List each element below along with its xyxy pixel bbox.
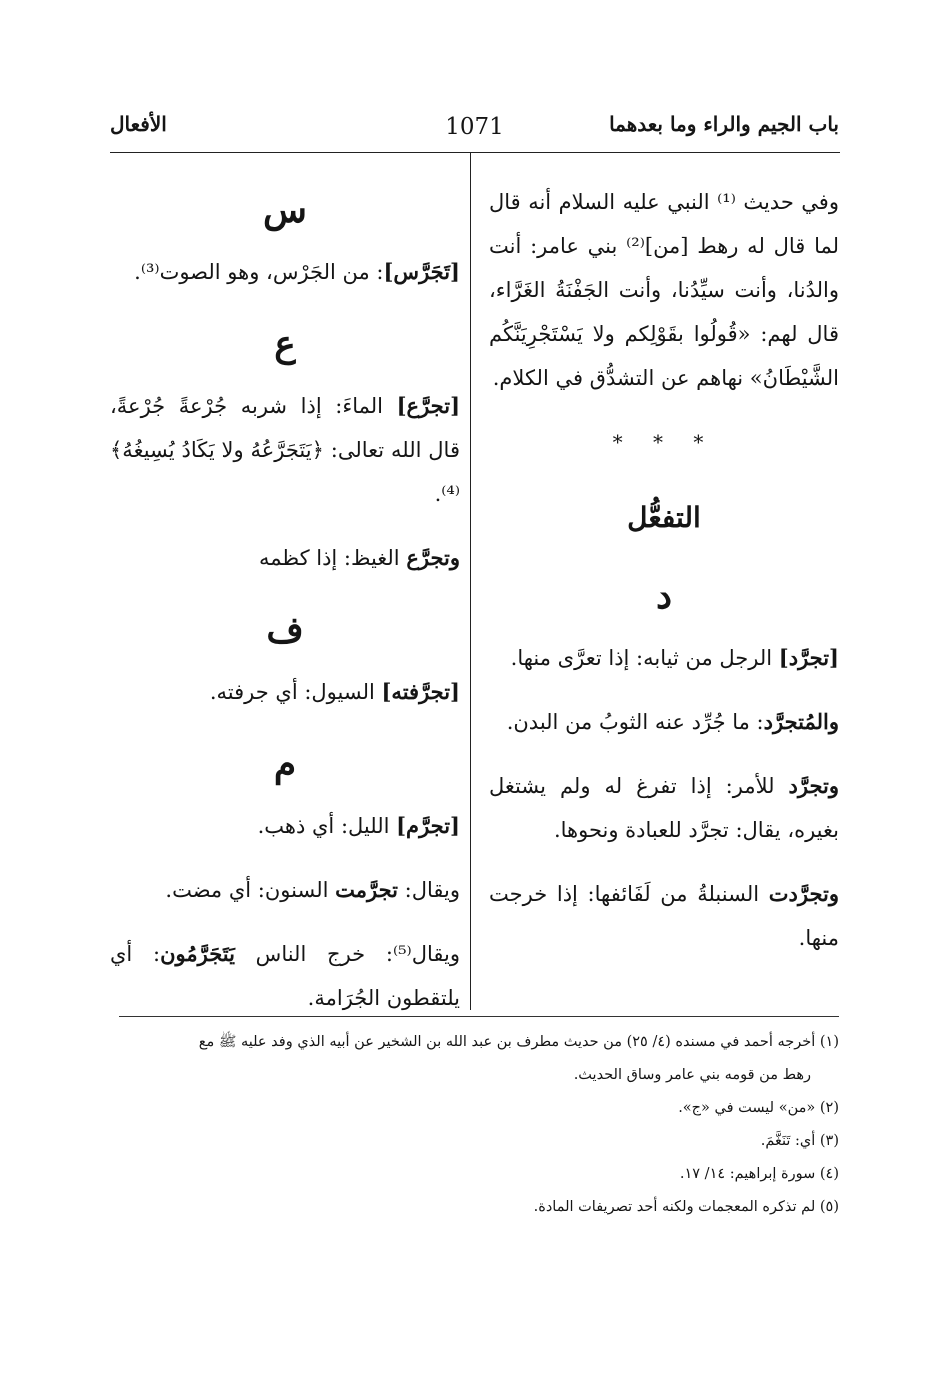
entry-keyword: [تجرَّد] [778, 645, 839, 670]
entry-definition: للأمر: إذا تفرغ له ولم يشتغل بغيره، يقال: تجرَّد للعبادة ونحوها. [489, 774, 839, 842]
entry-tajarraa-ghayz [110, 536, 460, 580]
entry-definition: الرجل من ثيابه: إذا تعرَّى منها. [510, 646, 779, 670]
entry-definition: الغيظ: إذا كظمه [258, 546, 407, 570]
entry-keyword: [تجرَّم] [396, 813, 460, 838]
entry-definition: الليل: أي ذهب. [257, 814, 397, 838]
footnotes [109, 1026, 839, 1224]
entry-keyword: [تَجَرَّس] [383, 259, 460, 284]
entry-definition: : أي يلتقطون الجُرَامة. [110, 942, 460, 1010]
entry-keyword: [تجرَّفته] [381, 679, 460, 704]
letter-heading-mim: م [273, 743, 297, 785]
entry-definition: : ما جُرِّد عنه الثوبُ من البدن. [506, 710, 764, 734]
left-column [110, 180, 460, 1040]
entry-keyword: تجرَّمت [335, 877, 398, 902]
entry-keyword: [تجرَّع] [396, 393, 460, 418]
footnote-5: (٥) لم تذكره المعجمات ولكنه أحد تصريفات المادة. [533, 1199, 839, 1215]
right-column [489, 180, 839, 980]
footnote-3: (٣) أي: تَنَغَّمَ. [760, 1133, 839, 1149]
letter-heading-sin: س [263, 189, 307, 231]
entry-definition: السيول: أي جرفته. [209, 680, 382, 704]
letter-heading-ayn: ع [274, 323, 296, 365]
entry-tajarraa [110, 384, 460, 516]
entry-definition: السنبلةُ من لَفَائفها: إذا خرجت منها. [489, 882, 839, 950]
footnote-1-continued: رهط من قومه بني عامر وساق الحديث. [573, 1067, 811, 1083]
entry-prefix: ويقال: [397, 878, 460, 902]
page-number: 1071 [445, 114, 504, 140]
entry-tajarrama [110, 804, 460, 848]
entry-tajarrafat [110, 670, 460, 714]
section-separator: * * * [612, 430, 716, 454]
entry-tajarradat [489, 872, 839, 960]
entry-tajarrada-lilamr [489, 764, 839, 852]
footnote-rule [119, 1016, 839, 1017]
entry-keyword: وتجرَّع [406, 545, 460, 570]
entry-mutajarrad [489, 700, 839, 744]
entry-definition: الماءَ: إذا شربه جُرْعةً جُرْعةً، قال الله تعالى: ﴿يَتَجَرَّعُهُ ولا يَكَادُ يُسِيغُهُ﴾⁽⁴⁾. [110, 394, 460, 506]
entry-definition: : من الجَرْس، وهو الصوت⁽³⁾. [134, 260, 384, 284]
entry-tajarrada [489, 636, 839, 680]
column-divider [470, 152, 471, 1010]
letter-heading-fa: ف [266, 609, 304, 651]
entry-keyword: وتجرَّدت [768, 881, 839, 906]
running-head-chapter: باب الجيم والراء وما بعدهما [609, 112, 839, 136]
footnote-1: (١) أخرجه أحمد في مسنده (٤/ ٢٥) من حديث مطرف بن عبد الله بن الشخير عن أبيه الذي وفد عليه ﷺ مع [198, 1034, 839, 1050]
letter-heading-dal: د [655, 575, 673, 617]
entry-definition: السنون: أي مضت. [165, 878, 336, 902]
entry-prefix: ويقال⁽⁵⁾: خرج الناس [234, 942, 460, 966]
footnote-4: (٤) سورة إبراهيم: ١٤/ ١٧. [679, 1166, 839, 1182]
footnote-2: (٢) «من» ليست في «ج». [678, 1100, 839, 1116]
entry-keyword: يَتَجَرَّمُون [160, 941, 235, 966]
entry-keyword: وتجرَّد [788, 773, 839, 798]
section-heading: التفعُّل [627, 501, 701, 534]
entry-tajarramat [110, 868, 460, 912]
entry-yatajarramun [110, 932, 460, 1020]
entry-keyword: والمُتجرَّد [763, 709, 839, 734]
hadith-paragraph: وفي حديث ⁽¹⁾ النبي عليه السلام أنه قال لما قال له رهط [من]⁽²⁾ بني عامر: أنت والدُنا، وأنت سيِّدُنا، وأنت الجَفْنَةُ الغَرَّاء، قال لهم: «قُولُوا بقَوْلِكم ولا يَسْتَجْرِيَنَّكُم الشَّيْطَانُ» نهاهم عن التشدُّق في الكلام. [489, 190, 840, 390]
entry-tajarras [110, 250, 460, 294]
header-rule [110, 152, 840, 153]
running-head-section: الأفعال [110, 112, 167, 136]
